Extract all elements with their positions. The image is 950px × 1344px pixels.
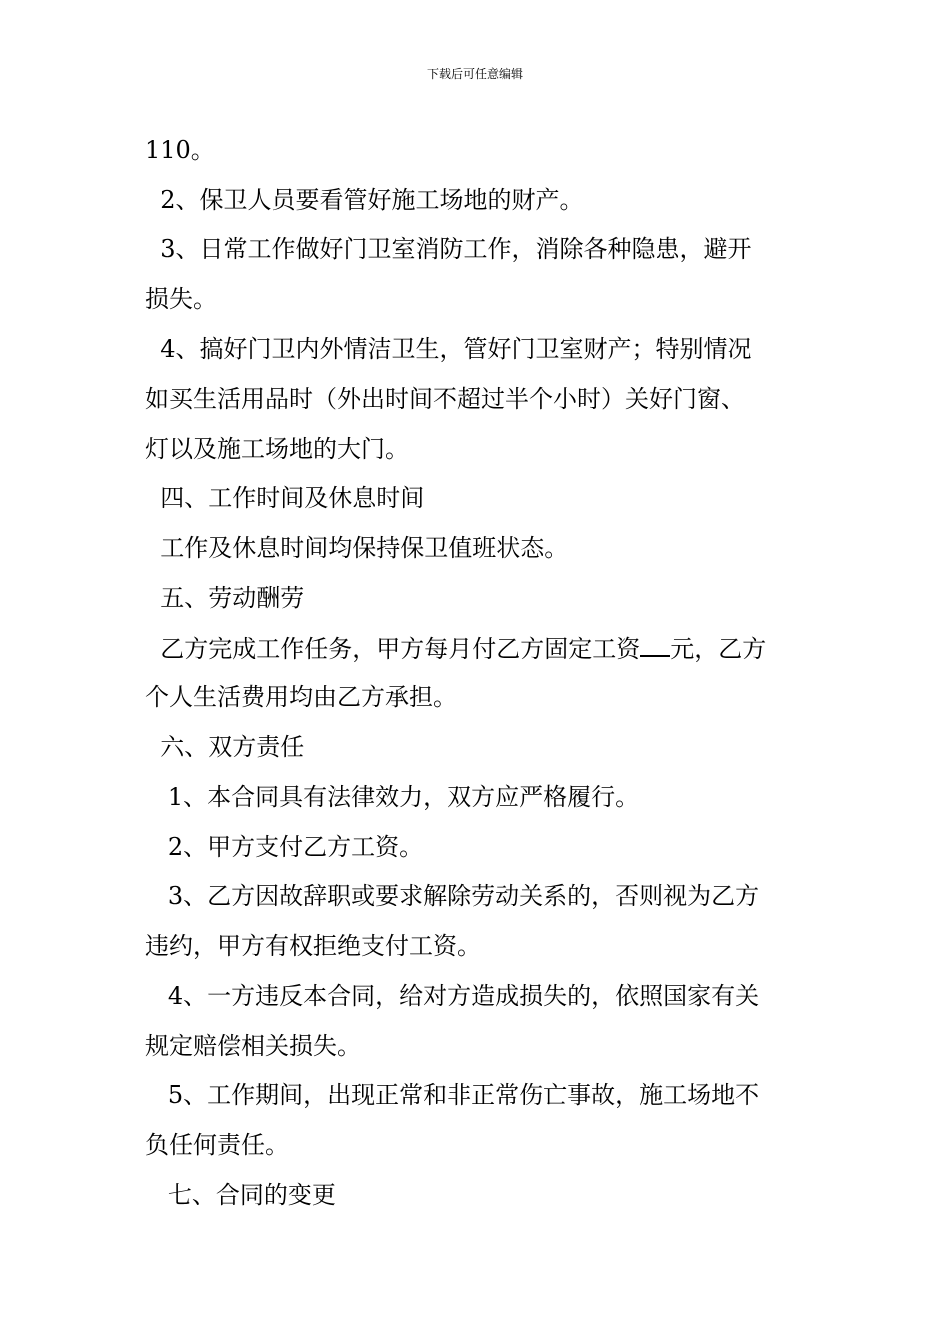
text-line: 损失。 (145, 285, 217, 313)
text-line: 工作及休息时间均保持保卫值班状态。 (145, 534, 569, 562)
text-line: 4、搞好门卫内外情洁卫生，管好门卫室财产；特别情况 (145, 335, 752, 363)
text-segment: 元，乙方 (670, 635, 767, 663)
text-line: 灯以及施工场地的大门。 (145, 435, 409, 463)
text-line: 2、甲方支付乙方工资。 (145, 833, 424, 861)
text-line: 1、本合同具有法律效力，双方应严格履行。 (145, 783, 640, 811)
text-line: 5、工作期间，出现正常和非正常伤亡事故，施工场地不 (145, 1081, 760, 1109)
text-line: 3、乙方因故辞职或要求解除劳动关系的，否则视为乙方 (145, 882, 760, 910)
page-header-note: 下载后可任意编辑 (426, 67, 523, 81)
text-line: 3、日常工作做好门卫室消防工作，消除各种隐患，避开 (145, 235, 752, 263)
text-segment: 乙方完成工作任务，甲方每月付乙方固定工资 (145, 635, 641, 663)
section-heading: 六、双方责任 (145, 733, 305, 761)
salary-blank (640, 633, 670, 657)
text-line: 违约，甲方有权拒绝支付工资。 (145, 932, 481, 960)
text-line: 4、一方违反本合同，给对方造成损失的，依照国家有关 (145, 982, 760, 1010)
text-line: 负任何责任。 (145, 1131, 289, 1159)
text-line: 规定赔偿相关损失。 (145, 1032, 361, 1060)
text-line: 如买生活用品时（外出时间不超过半个小时）关好门窗、 (145, 385, 745, 413)
section-heading: 七、合同的变更 (145, 1181, 336, 1209)
text-line: 2、保卫人员要看管好施工场地的财产。 (145, 186, 584, 214)
text-line: 110。 (145, 136, 215, 164)
text-line-with-blank (145, 633, 766, 664)
section-heading: 五、劳动酬劳 (145, 584, 305, 612)
text-line: 个人生活费用均由乙方承担。 (145, 683, 457, 711)
section-heading: 四、工作时间及休息时间 (145, 484, 425, 512)
